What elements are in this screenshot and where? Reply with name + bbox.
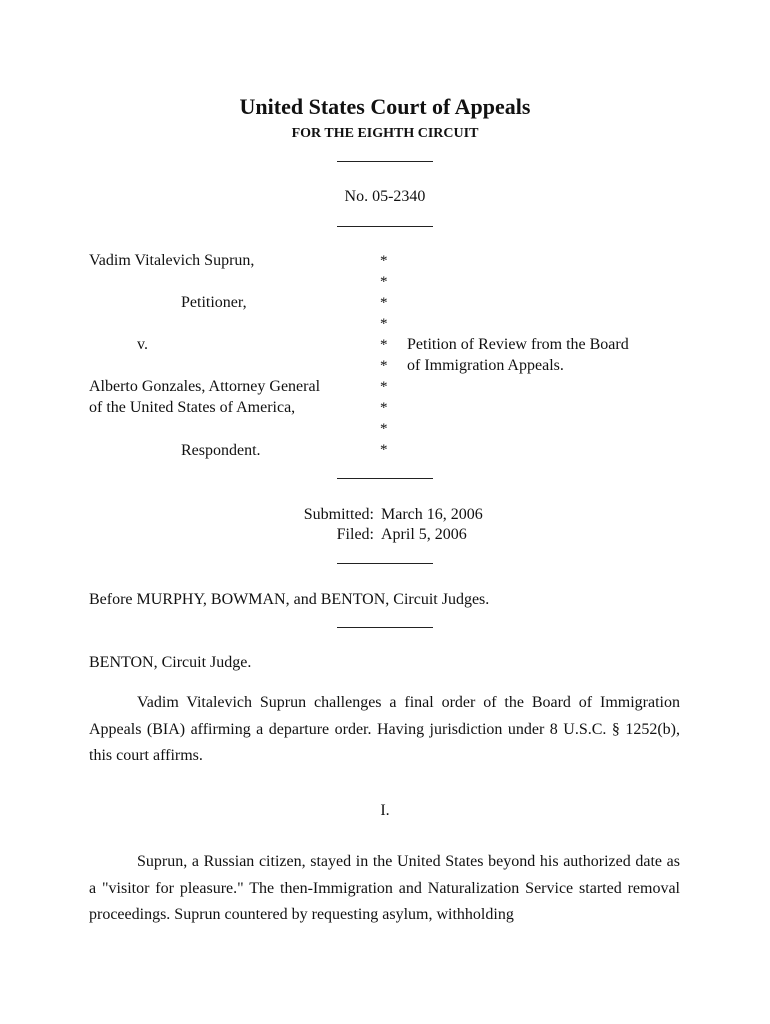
caption-star: * (380, 379, 388, 395)
caption-star: * (380, 316, 388, 332)
submitted-label: Submitted: (303, 506, 374, 523)
opinion-author: BENTON, Circuit Judge. (89, 654, 252, 671)
caption-star: * (380, 358, 388, 374)
caption-star: * (380, 274, 388, 290)
caption-star: * (380, 442, 388, 458)
caption-star: * (380, 421, 388, 437)
petitioner-role: Petitioner, (181, 294, 247, 311)
panel-judges: Before MURPHY, BOWMAN, and BENTON, Circuit Judges. (89, 591, 490, 608)
versus: v. (137, 336, 148, 353)
petitioner-name: Vadim Vitalevich Suprun, (89, 252, 255, 269)
caption-star: * (380, 295, 388, 311)
circuit-subtitle: FOR THE EIGHTH CIRCUIT (291, 126, 479, 141)
case-number: No. 05-2340 (344, 188, 426, 205)
petition-nature-line1: Petition of Review from the Board (407, 336, 629, 353)
divider-rule (337, 478, 433, 479)
submitted-date: March 16, 2006 (381, 506, 483, 523)
respondent-name-line2: of the United States of America, (89, 399, 296, 416)
filed-label: Filed: (336, 526, 374, 543)
respondent-name-line1: Alberto Gonzales, Attorney General (89, 378, 321, 395)
divider-rule (337, 563, 433, 564)
caption-star: * (380, 400, 388, 416)
caption-star: * (380, 337, 388, 353)
caption-star: * (380, 253, 388, 269)
divider-rule (337, 627, 433, 628)
opinion-paragraph: Vadim Vitalevich Suprun challenges a final order of the Board of Immigration Appeals (BIA) affirming a departure order. Having jurisdiction under 8 U.S.C. § 1252(b), this court affirms. (89, 694, 680, 764)
divider-rule (337, 226, 433, 227)
filed-date: April 5, 2006 (381, 526, 467, 543)
court-title: United States Court of Appeals (239, 94, 531, 119)
respondent-role: Respondent. (181, 442, 261, 459)
opinion-paragraph: Suprun, a Russian citizen, stayed in the United States beyond his authorized date as a "visitor for pleasure." The then-Immigration and Naturalization Service started removal proceedings. Suprun countered by requesting asylum, withholding (89, 853, 680, 923)
divider-rule (337, 161, 433, 162)
petition-nature-line2: of Immigration Appeals. (407, 357, 564, 374)
section-heading: I. (380, 802, 390, 819)
